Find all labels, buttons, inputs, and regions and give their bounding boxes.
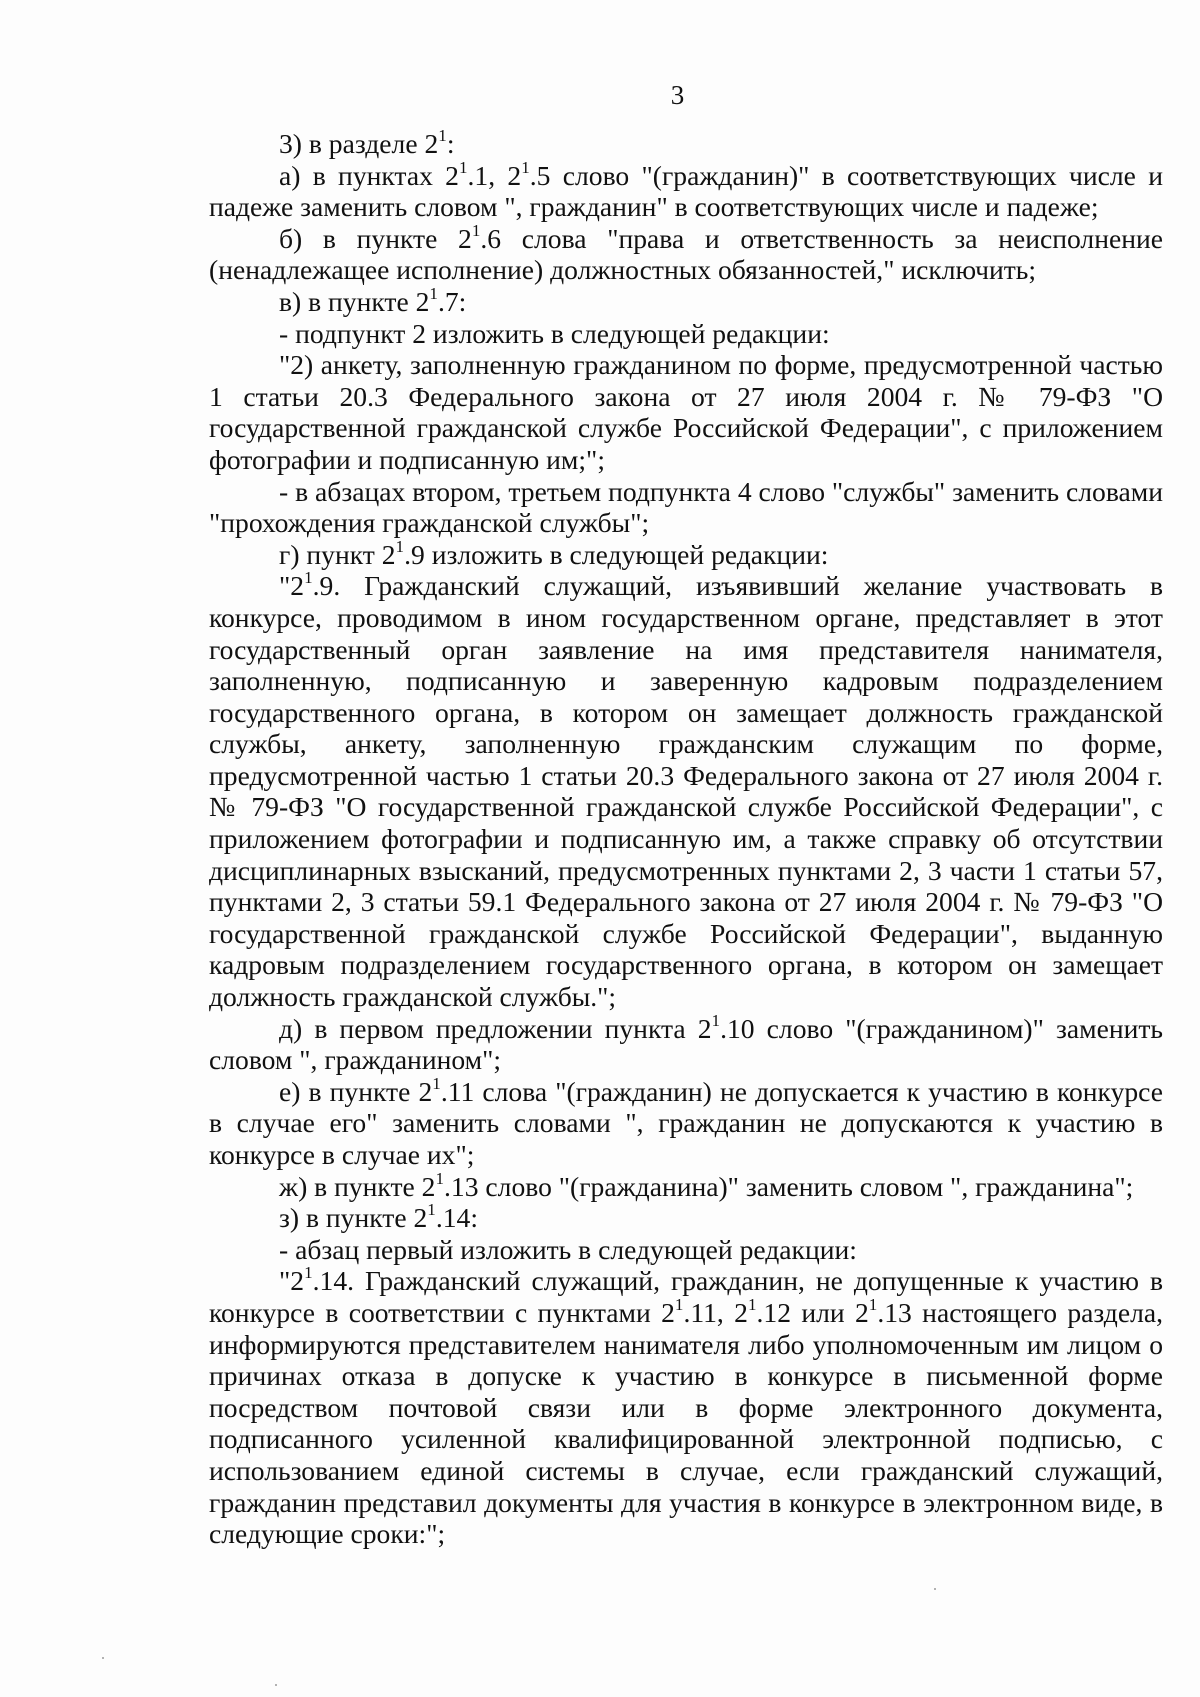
paragraph-item-v: в) в пункте $2^1.7$:: [279, 284, 467, 317]
paragraph-item-g-text: "$2^1.9$. Гражданский служащий, изъявивший желание участвовать в конкурсе, проводимом в ином государственном органе, представляет в этот государственный орган заявление на имя представителя нанимателя, заполненную, подписанную и заверенную кадровым подразделением государственного органа, в котором он замещает должность гражданской службы, анкету, заполненную гражданским служащим по форме, предусмотренной частью 1 статьи 20.3 Федерального закона от 27 июля 2004 г. № 79-ФЗ "О государственной гражданской службе Российской Федерации", с приложением фотографии и подписанную им, а также справку об отсутствии дисциплинарных взысканий, предусмотренных пунктами 2, 3 части 1 статьи 57, пунктами 2, 3 статьи 59.1 Федерального закона от 27 июля 2004 г. № 79-ФЗ "О государственной гражданской службе Российской Федерации", выданную кадровым подразделением государственного органа, в котором он замещает должность гражданской службы.";: [209, 568, 1163, 1013]
paragraph-item-z: з) в пункте $2^1.14$:: [279, 1200, 479, 1234]
paragraph-item-g: г) пункт $2^1.9$ изложить в следующей редакции:: [279, 536, 829, 570]
page-number: 3: [670, 80, 685, 110]
paragraph-item-a: а) в пунктах $2^1.1$, $2^1.5$ слово "(гражданин)" в соответствующих числе и падеже заменить словом ", гражданин" в соответствующих числе и падеже;: [209, 157, 1163, 223]
paragraph-item-b: б) в пункте $2^1.6$ слова "права и ответственность за неисполнение (ненадлежащее исполнение) должностных обязанностей," исключить;: [209, 220, 1164, 286]
paragraph-item-zh: ж) в пункте $2^1.13$ слово "(гражданина)" заменить словом ", гражданина";: [279, 1168, 1134, 1202]
document-body: [209, 128, 1163, 1550]
paragraph-item-e: е) в пункте $2^1.11$ слова "(гражданин) не допускается к участию в конкурсе в случае его" заменить словами ", гражданин не допускаются к участию в конкурсе в случае их";: [209, 1073, 1163, 1170]
paragraph-section-2-1: 3) в разделе $2^1$:: [279, 126, 455, 159]
paragraph-subitem-2-text: "2) анкету, заполненную гражданином по форме, предусмотренной частью 1 статьи 20.3 Федерального закона от 27 июля 2004 г. № 79-ФЗ "О государственной гражданской службе Российской Федерации", с приложением фотографии и подписанную им;";: [209, 349, 1163, 475]
paragraph-subitem-2-heading: - подпункт 2 изложить в следующей редакции:: [279, 317, 830, 349]
paragraph-item-d: д) в первом предложении пункта $2^1.10$ слово "(гражданином)" заменить словом ", гражданином";: [209, 1010, 1163, 1076]
scan-speck: [275, 1684, 277, 1686]
scan-speck: [102, 1657, 104, 1659]
paragraph-item-z-heading: - абзац первый изложить в следующей редакции:: [279, 1233, 857, 1265]
paragraph-item-z-text: "$2^1.14$. Гражданский служащий, гражданин, не допущенные к участию в конкурсе в соответствии с пунктами $2^1.11$, $2^1.12$ или $2^1.13$ настоящего раздела, информируются представителем нанимателя либо уполномоченным им лицом о причинах отказа в допуске к участию в конкурсе в письменной форме посредством почтовой связи или в форме электронного документа, подписанного усиленной квалифицированной электронной подписью, с использованием единой системы в случае, если гражданский служащий, гражданин представил документы для участия в конкурсе в электронном виде, в следующие сроки:";: [209, 1263, 1164, 1550]
scan-speck: [934, 1588, 936, 1590]
paragraph-subitem-4: - в абзацах втором, третьем подпункта 4 слово "службы" заменить словами "прохождения гражданской службы";: [209, 475, 1163, 539]
